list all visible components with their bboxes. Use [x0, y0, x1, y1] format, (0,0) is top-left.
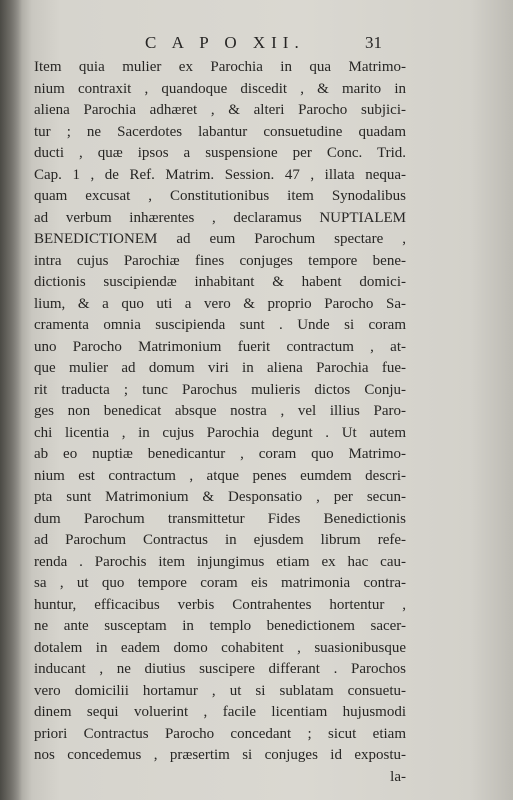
text-line: priori Contractus Parocho concedant ; sicut etiam [34, 725, 406, 742]
body-text [34, 57, 406, 788]
text-line: dotalem in eadem domo cohabitent , suasionibusque [34, 639, 406, 656]
text-line: que mulier ad domum viri in aliena Parochia fue- [34, 360, 406, 376]
text-line: uno Parocho Matrimonium fuerit contractum , at- [34, 338, 406, 355]
text-line: intra cujus Parochiæ fines conjuges tempore bene- [34, 252, 406, 269]
text-line: ne ante susceptam in templo benedictionem sacer- [34, 618, 406, 634]
page-header [0, 33, 513, 55]
text-line: nium contraxit , quandoque discedit , & marito in [34, 80, 406, 97]
text-line: sa , ut quo tempore coram eis matrimonia contra- [34, 575, 406, 591]
text-line: dum Parochum transmittetur Fides Benedictionis [34, 510, 406, 527]
text-line: dictionis suscipiendæ inhabitant & habent domici- [34, 274, 406, 290]
text-line: lium, & a quo uti a vero & proprio Parocho Sa- [34, 295, 406, 312]
spine-shadow [0, 0, 22, 800]
text-line: quam excusat , Constitutionibus item Synodalibus [34, 188, 406, 204]
text-line: nium est contractum , atque penes eumdem descri- [34, 467, 406, 484]
text-line: BENEDICTIONEM ad eum Parochum spectare , [34, 231, 406, 247]
page-number: 31 [365, 33, 382, 52]
text-line: ges non benedicat absque nostra , vel illius Paro- [34, 403, 406, 419]
text-line: pta sunt Matrimonium & Desponsatio , per secun- [34, 489, 406, 505]
text-line: ad verbum inhærentes , declaramus NUPTIALEM [34, 209, 406, 226]
text-line: dinem sequi voluerint , facile licentiam hujusmodi [34, 704, 406, 720]
text-line: vero domicilii hortamur , ut si sublatam consuetu- [34, 682, 406, 699]
text-line: Cap. 1 , de Ref. Matrim. Session. 47 , illata nequa- [34, 166, 406, 183]
text-line: tur ; ne Sacerdotes labantur consuetudine quadam [34, 123, 406, 140]
text-line: ab eo nuptiæ benedicantur , coram quo Matrimo- [34, 446, 406, 462]
text-line: ad Parochum Contractus in ejusdem librum refe- [34, 532, 406, 548]
text-line: renda . Parochis item injungimus etiam ex hac cau- [34, 553, 406, 570]
text-line: rit traducta ; tunc Parochus mulieris dictos Conju- [34, 381, 406, 398]
text-line: ducti , quæ ipsos a suspensione per Conc. Trid. [34, 145, 406, 161]
text-line: Item quia mulier ex Parochia in qua Matrimo- [34, 59, 406, 75]
catchword: la- [390, 768, 406, 785]
text-line: cramenta omnia suscipienda sunt . Unde si coram [34, 317, 406, 333]
running-head: C A P O XII. [145, 33, 305, 52]
text-line: aliena Parochia adhæret , & alteri Parocho subjici- [34, 102, 406, 118]
text-line: nos concedemus , præsertim si conjuges id expostu- [34, 747, 406, 763]
text-line: chi licentia , in cujus Parochia degunt . Ut autem [34, 424, 406, 441]
text-line: huntur, efficacibus verbis Contrahentes hortentur , [34, 596, 406, 613]
text-line: inducant , ne diutius suscipere differant . Parochos [34, 661, 406, 677]
